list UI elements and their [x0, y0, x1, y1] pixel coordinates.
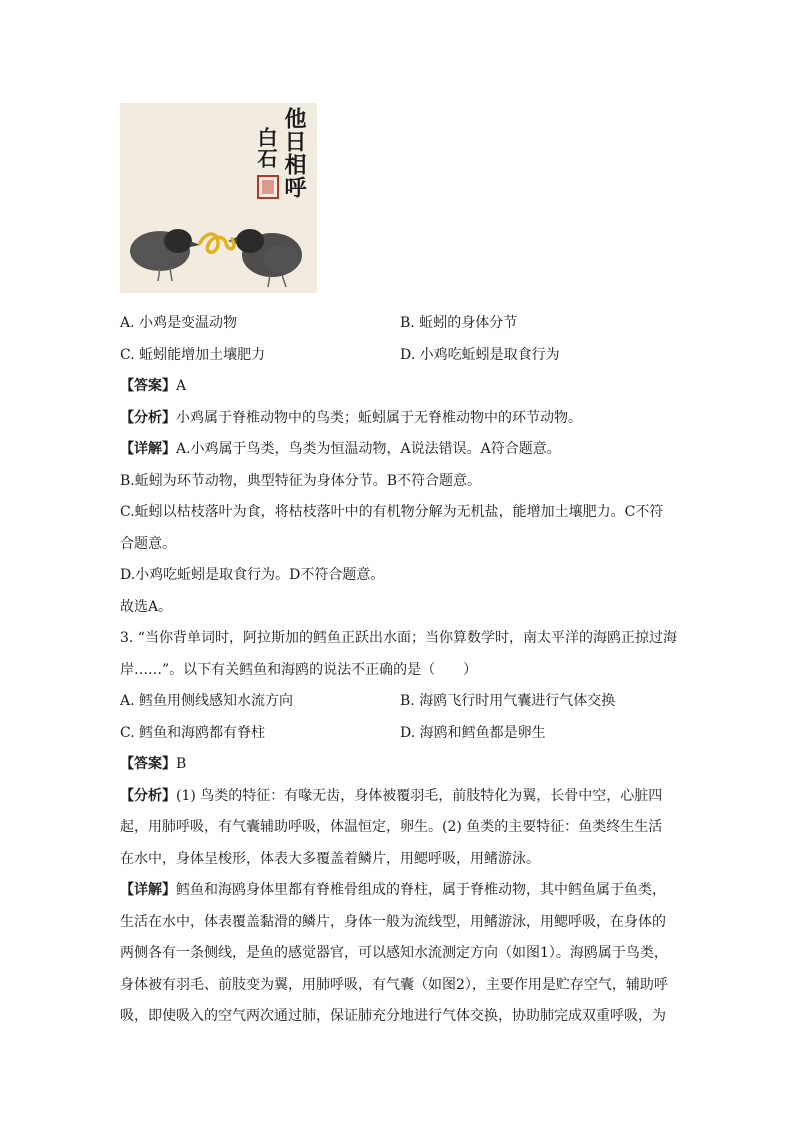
q2-analysis: [120, 403, 680, 435]
q3-detail-line2: 生活在水中，体表覆盖黏滑的鳞片，身体一般为流线型，用鳍游泳，用鳃呼吸，在身体的: [120, 913, 666, 930]
q3-stem-line1: 3. “当你背单词时，阿拉斯加的鳕鱼正跃出水面；当你算数学时，南太平洋的海鸥正掠过海: [120, 630, 677, 646]
q3-answer: [120, 749, 680, 781]
q3-option-c: C. 鳕鱼和海鸥都有脊柱: [120, 724, 266, 741]
q3-answer-value: B: [176, 756, 187, 772]
q3-detail-line1: [120, 875, 680, 907]
q2-answer: [120, 371, 680, 403]
q2-option-c: C. 蚯蚓能增加土壤肥力: [120, 346, 266, 363]
q3-detail-line3: 两侧各有一条侧线，是鱼的感觉器官，可以感知水流测定方向（如图1）。海鸥属于鸟类，: [120, 945, 668, 961]
chicks-painting: [120, 103, 317, 293]
q2-detail-b: B.蚯蚓为环节动物，典型特征为身体分节。B不符合题意。: [120, 472, 482, 489]
q2-choose: 故选A。: [120, 598, 173, 615]
q2-detail-a-text: A.小鸡属于鸟类，鸟类为恒温动物，A说法错误。A符合题意。: [176, 441, 561, 457]
q3-stem-line2: 岸……”。以下有关鳕鱼和海鸥的说法不正确的是（ ）: [120, 661, 478, 678]
q2-answer-value: A: [176, 378, 187, 394]
q3-answer-tag: 【答案】: [120, 756, 176, 772]
q3-option-a: A. 鳕鱼用侧线感知水流方向: [120, 693, 294, 709]
q2-detail-c-line1: C.蚯蚓以枯枝落叶为食，将枯枝落叶中的有机物分解为无机盐，能增加土壤肥力。C不符: [120, 504, 664, 520]
document-body: [120, 308, 680, 1033]
q2-option-d: D. 小鸡吃蚯蚓是取食行为: [400, 346, 560, 363]
q3-analysis-line1: [120, 781, 680, 813]
painting-inscription-signature: 白石: [254, 127, 278, 169]
q2-detail-c-line2: 合题意。: [120, 535, 176, 552]
q2-analysis-tag: 【分析】: [120, 409, 176, 426]
q2-analysis-text: 小鸡属于脊椎动物中的鸟类；蚯蚓属于无脊椎动物中的环节动物。: [176, 409, 582, 426]
q3-option-b: B. 海鸥飞行时用气囊进行气体交换: [400, 693, 616, 709]
q3-analysis-line3: 在水中，身体呈梭形，体表大多覆盖着鳞片，用鳃呼吸，用鳍游泳。: [120, 850, 540, 867]
q2-option-b: B. 蚯蚓的身体分节: [400, 315, 518, 331]
q2-answer-tag: 【答案】: [120, 378, 176, 394]
painting-inscription-title: 他日相呼: [281, 107, 307, 199]
q3-analysis-line2: 起，用肺呼吸，有气囊辅助呼吸，体温恒定，卵生。(2) 鱼类的主要特征：鱼类终生生活: [120, 819, 663, 835]
q3-detail-line4: 身体被有羽毛、前肢变为翼，用肺呼吸，有气囊（如图2），主要作用是贮存空气，辅助呼: [120, 976, 668, 993]
q2-detail-d: D.小鸡吃蚯蚓是取食行为。D不符合题意。: [120, 567, 385, 583]
q2-options-row2: [120, 340, 680, 372]
q3-detail-line5: 吸，即使吸入的空气两次通过肺，保证肺充分地进行气体交换，协助肺完成双重呼吸，为: [120, 1008, 666, 1024]
q3-analysis-tag: 【分析】: [120, 787, 176, 804]
q2-detail-tag: 【详解】: [120, 441, 176, 457]
q3-analysis-text1: (1) 鸟类的特征：有喙无齿，身体被覆羽毛，前肢特化为翼，长骨中空，心脏四: [176, 787, 663, 804]
q3-option-d: D. 海鸥和鳕鱼都是卵生: [400, 724, 546, 741]
q2-options-row1: [120, 308, 680, 340]
q3-detail-text1: 鳕鱼和海鸥身体里都有脊椎骨组成的脊柱，属于脊椎动物，其中鳕鱼属于鱼类，: [176, 882, 666, 898]
q2-detail-a: [120, 434, 680, 466]
q3-detail-tag: 【详解】: [120, 882, 176, 898]
q3-options-row2: [120, 718, 680, 750]
q2-option-a: A. 小鸡是变温动物: [120, 315, 238, 331]
q3-options-row1: [120, 686, 680, 718]
